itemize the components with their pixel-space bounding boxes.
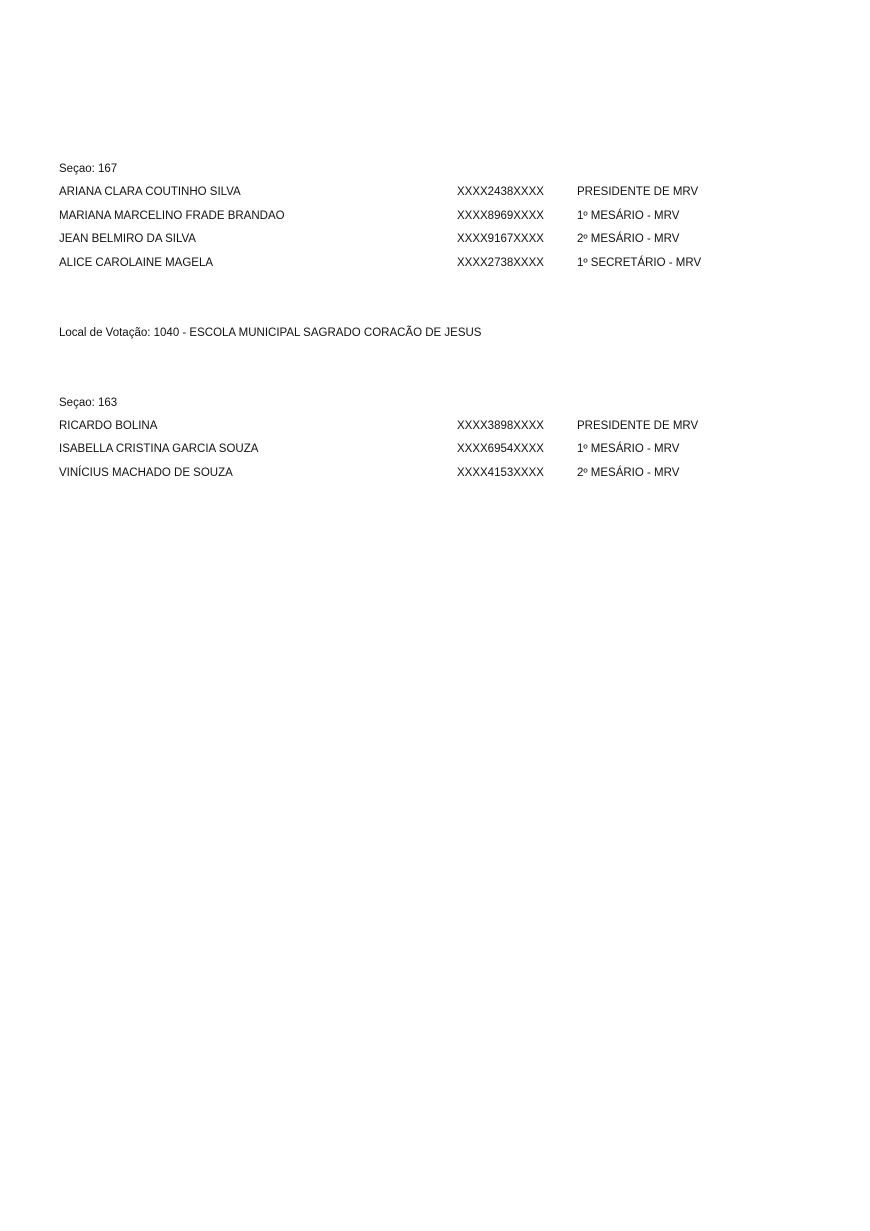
document-number: XXXX4153XXXX (457, 467, 544, 479)
table-row (0, 441, 870, 457)
table-row (0, 465, 870, 481)
person-name: VINÍCIUS MACHADO DE SOUZA (59, 467, 233, 479)
person-name: MARIANA MARCELINO FRADE BRANDAO (59, 210, 285, 222)
table-row (0, 184, 870, 200)
section-header: Seçao: 163 (59, 397, 118, 409)
table-row (0, 231, 870, 247)
role-label: PRESIDENTE DE MRV (577, 420, 699, 432)
voting-location: Local de Votação: 1040 - ESCOLA MUNICIPAL SAGRADO CORACÃO DE JESUS (59, 327, 482, 339)
document-number: XXXX9167XXXX (457, 233, 544, 245)
document-number: XXXX3898XXXX (457, 420, 544, 432)
role-label: PRESIDENTE DE MRV (577, 186, 699, 198)
document-number: XXXX2738XXXX (457, 257, 544, 269)
role-label: 1º SECRETÁRIO - MRV (577, 257, 702, 269)
person-name: JEAN BELMIRO DA SILVA (59, 233, 196, 245)
role-label: 1º MESÁRIO - MRV (577, 443, 680, 455)
document-number: XXXX8969XXXX (457, 210, 544, 222)
table-row (0, 418, 870, 434)
person-name: RICARDO BOLINA (59, 420, 158, 432)
role-label: 2º MESÁRIO - MRV (577, 467, 680, 479)
table-row (0, 208, 870, 224)
table-row (0, 255, 870, 271)
person-name: ARIANA CLARA COUTINHO SILVA (59, 186, 241, 198)
section-header: Seçao: 167 (59, 163, 118, 175)
person-name: ALICE CAROLAINE MAGELA (59, 257, 214, 269)
document-number: XXXX6954XXXX (457, 443, 544, 455)
role-label: 2º MESÁRIO - MRV (577, 233, 680, 245)
role-label: 1º MESÁRIO - MRV (577, 210, 680, 222)
person-name: ISABELLA CRISTINA GARCIA SOUZA (59, 443, 259, 455)
document-number: XXXX2438XXXX (457, 186, 544, 198)
